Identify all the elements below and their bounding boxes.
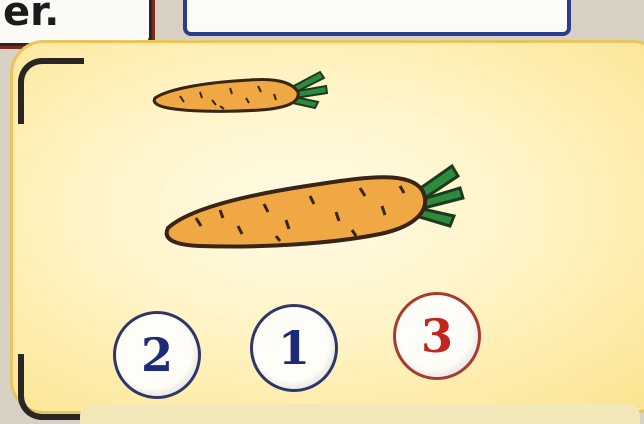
answer-box[interactable] <box>183 0 571 36</box>
choice-button-3[interactable] <box>393 292 481 380</box>
small-carrot-icon <box>150 58 335 120</box>
instruction-text: er. <box>3 0 60 35</box>
choice-button-2[interactable] <box>113 311 201 399</box>
choice-label: 2 <box>140 328 173 382</box>
choice-button-1[interactable] <box>250 304 338 392</box>
small-carrot-body <box>154 80 298 112</box>
choice-label: 3 <box>420 309 453 363</box>
choice-label: 1 <box>277 321 310 375</box>
next-card-edge <box>80 404 640 424</box>
card-corner-top-left <box>18 58 84 124</box>
card-corner-bottom-left <box>18 354 84 420</box>
large-carrot-icon <box>160 150 470 260</box>
large-carrot-body <box>167 177 426 246</box>
